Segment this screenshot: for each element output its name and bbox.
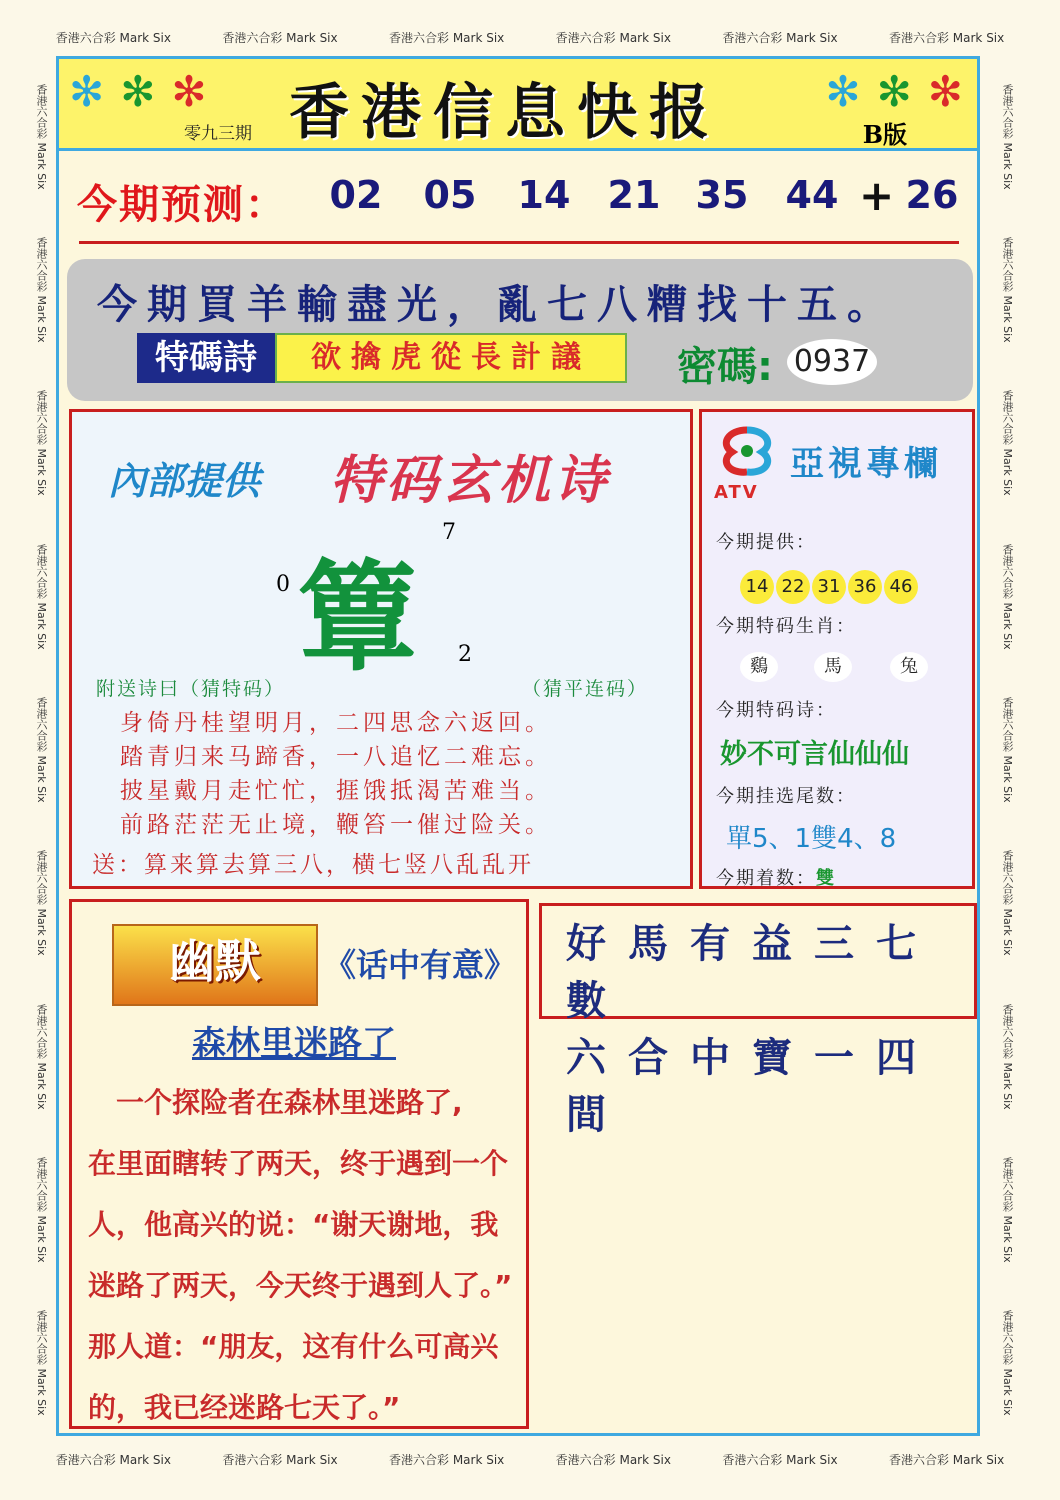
story-line: 在里面瞎转了两天，终于遇到一个 [88, 1147, 509, 1180]
flower-icon: ✻ [69, 67, 105, 116]
info-panel [67, 259, 973, 401]
ball-list [740, 570, 918, 604]
riddle-number-bottom: 2 [458, 642, 472, 667]
internal-label: 內部提供 [108, 459, 261, 503]
atv-title: 亞視專欄 [790, 444, 942, 484]
flower-icon: ✻ [120, 67, 156, 116]
prediction-number: ★ 02 [321, 173, 391, 229]
divider [79, 241, 959, 244]
riddle-box [69, 409, 693, 889]
couplet-box [539, 903, 977, 1138]
flower-icon: ✻ [825, 67, 861, 116]
humor-box [69, 899, 529, 1429]
border-label: 香港六合彩 Mark Six [722, 1452, 838, 1467]
right-border [994, 60, 1020, 1440]
poem-text: 欲擒虎從長計議 [275, 333, 627, 383]
story-line: 那人道：“朋友，这有什么可高兴 [88, 1330, 499, 1363]
border-label: 香港六合彩 Mark Six [1001, 390, 1014, 497]
border-label: 香港六合彩 Mark Six [888, 30, 1005, 45]
main-panel [56, 56, 980, 1436]
number-ball: 14 [740, 570, 774, 604]
story-text [88, 1072, 528, 1438]
zodiac-label: 今期特码生肖： [716, 616, 856, 637]
top-border [30, 24, 1030, 50]
border-label: 香港六合彩 Mark Six [35, 83, 48, 190]
border-label: 香港六合彩 Mark Six [1001, 83, 1014, 190]
prediction-number: ★ 05 [415, 173, 485, 229]
border-label: 香港六合彩 Mark Six [1001, 1003, 1014, 1110]
border-label: 香港六合彩 Mark Six [35, 390, 48, 497]
flower-icon: ✻ [876, 67, 912, 116]
riddle-poem [120, 706, 552, 842]
flower-icon: ✻ [171, 67, 207, 116]
prediction-number: ★ 44 [777, 173, 847, 229]
tail-value: 單5、1雙4、8 [726, 824, 897, 854]
atv-poem: 妙不可言仙仙仙 [720, 739, 909, 770]
couplet-line: 好馬有益三七數 [566, 920, 938, 1024]
border-label: 香港六合彩 Mark Six [35, 237, 48, 343]
border-label: 香港六合彩 Mark Six [35, 1310, 48, 1417]
humor-badge: 幽默 [112, 924, 318, 1006]
prediction-number: ★ 14 [509, 173, 579, 229]
riddle-note-right: （猜平连码） [522, 678, 649, 700]
couplet-line: 六合中寶一四間 [566, 1034, 938, 1138]
border-label: 香港六合彩 Mark Six [1001, 1157, 1014, 1263]
atv-column [699, 409, 975, 889]
saying-text: 今期買羊輸盡光，亂七八糟找十五。 [97, 282, 897, 328]
flower-icons-left [69, 67, 207, 116]
password-value: 0937 [787, 339, 877, 385]
special-number: ★ 26 [897, 173, 967, 229]
bottom-border [30, 1446, 1030, 1472]
page-title: 香港信息快报 [289, 78, 721, 148]
edition-label: B版 [862, 120, 907, 149]
zhe-row [716, 864, 836, 890]
flower-icons-right [825, 67, 963, 116]
number-ball: 46 [884, 570, 918, 604]
header [59, 59, 977, 151]
riddle-number-left: 0 [276, 572, 290, 597]
poem-last-line: 送：算来算去算三八，横七竖八乱乱开 [92, 852, 534, 878]
border-label: 香港六合彩 Mark Six [55, 1452, 171, 1467]
left-border [28, 60, 54, 1440]
border-label: 香港六合彩 Mark Six [35, 850, 48, 957]
humor-subtitle: 《话中有意》 [324, 946, 517, 984]
riddle-number-top: 7 [442, 520, 456, 545]
border-label: 香港六合彩 Mark Six [1001, 697, 1014, 803]
atv-logo-text: ATV [714, 482, 759, 503]
zhe-value: 雙 [816, 868, 836, 889]
border-label: 香港六合彩 Mark Six [1001, 543, 1014, 650]
issue-number: 零九三期 [184, 124, 252, 144]
zodiac-item: 鷄 [740, 652, 778, 682]
border-label: 香港六合彩 Mark Six [55, 30, 171, 45]
zodiac-item: 馬 [814, 652, 852, 682]
border-label: 香港六合彩 Mark Six [35, 1003, 48, 1110]
password-label: 密碼: [677, 344, 773, 390]
story-line: 一个探险者在森林里迷路了, [88, 1086, 463, 1119]
border-label: 香港六合彩 Mark Six [35, 543, 48, 650]
border-label: 香港六合彩 Mark Six [1001, 850, 1014, 957]
provide-label: 今期提供： [716, 532, 816, 553]
border-label: 香港六合彩 Mark Six [389, 1452, 505, 1467]
prediction-label: 今期预测： [77, 182, 287, 228]
prediction-number: ★ 21 [599, 173, 669, 229]
story-line: 迷路了两天，今天终于遇到人了。” [88, 1269, 513, 1302]
riddle-character: 簟 [298, 549, 418, 688]
tail-label: 今期挂选尾数： [716, 786, 856, 807]
border-label: 香港六合彩 Mark Six [222, 1452, 338, 1467]
poem-line: 身倚丹桂望明月，二四思念六返回。 [120, 710, 552, 736]
border-label: 香港六合彩 Mark Six [722, 30, 838, 45]
poem-line: 踏青归来马蹄香，一八追忆二难忘。 [120, 744, 552, 770]
prediction-row [69, 159, 969, 239]
border-label: 香港六合彩 Mark Six [555, 1452, 671, 1467]
number-ball: 31 [812, 570, 846, 604]
poem-line: 披星戴月走忙忙，捱饿抵渴苦难当。 [120, 778, 552, 804]
poem-line: 前路茫茫无止境，鞭笞一催过险关。 [120, 812, 552, 838]
border-label: 香港六合彩 Mark Six [35, 1157, 48, 1263]
zodiac-item: 兔 [890, 652, 928, 682]
border-label: 香港六合彩 Mark Six [1001, 237, 1014, 343]
story-line: 人，他高兴的说：“谢天谢地，我 [88, 1208, 499, 1241]
flower-icon: ✻ [927, 67, 963, 116]
border-label: 香港六合彩 Mark Six [888, 1452, 1005, 1467]
riddle-title: 特码玄机诗 [330, 450, 611, 511]
plus-sign: + [859, 171, 895, 220]
border-label: 香港六合彩 Mark Six [222, 30, 338, 45]
border-label: 香港六合彩 Mark Six [555, 30, 671, 45]
poem-label: 特碼詩 [137, 333, 275, 383]
atv-poem-label: 今期特码诗： [716, 700, 836, 721]
story-title: 森林里迷路了 [192, 1024, 396, 1064]
zhe-label: 今期着数： [716, 868, 816, 889]
story-line: 的，我已经迷路七天了。” [88, 1391, 401, 1424]
number-ball: 36 [848, 570, 882, 604]
riddle-note: 附送诗曰（猜特码） [96, 678, 286, 700]
border-label: 香港六合彩 Mark Six [1001, 1310, 1014, 1417]
border-label: 香港六合彩 Mark Six [389, 30, 505, 45]
number-ball: 22 [776, 570, 810, 604]
border-label: 香港六合彩 Mark Six [35, 697, 48, 803]
prediction-number: ★ 35 [687, 173, 757, 229]
atv-logo-icon [714, 426, 780, 476]
